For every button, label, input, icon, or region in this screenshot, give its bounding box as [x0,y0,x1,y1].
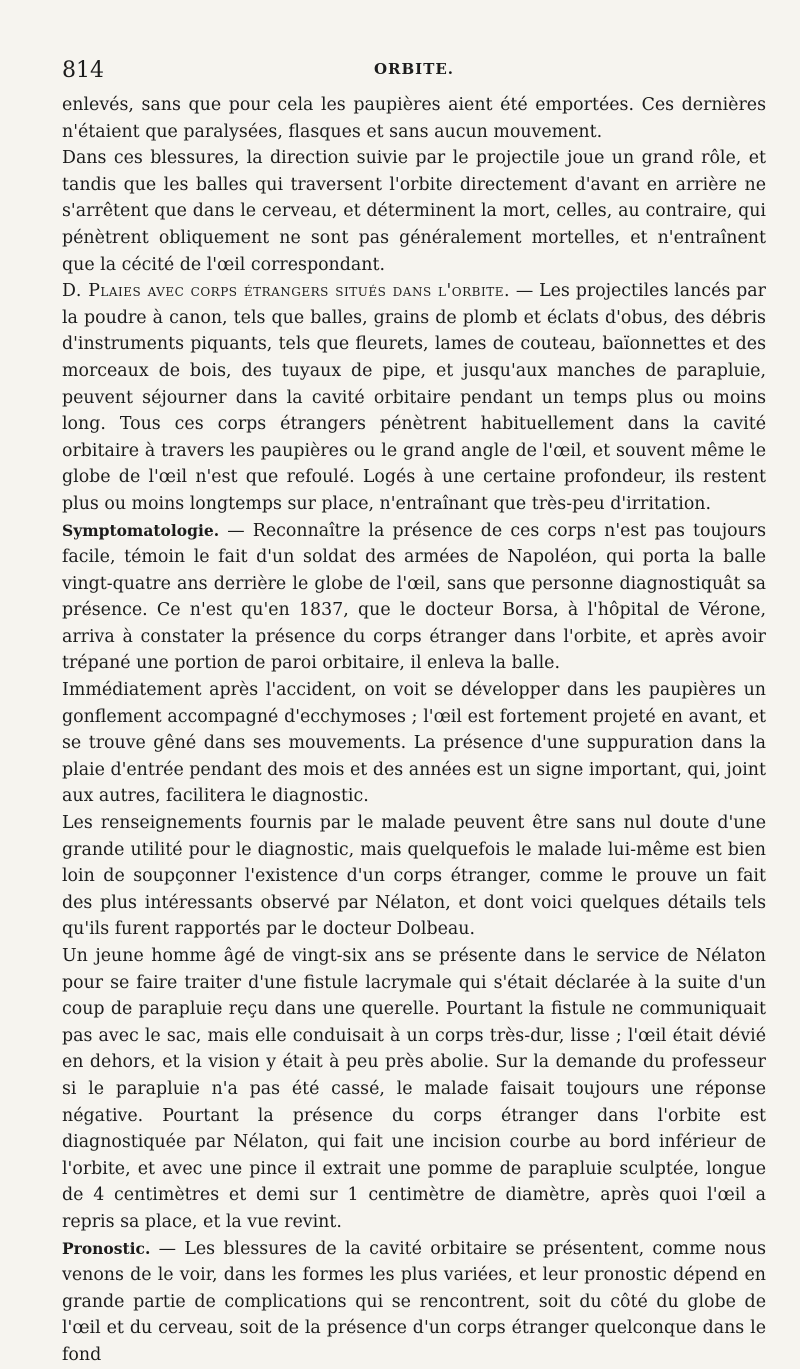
paragraph [62,145,766,278]
paragraph-text: — Les projectiles lancés par la poudre à canon, tels que balles, grains de plomb et éclats d'obus, des débris d'instruments piquants, tels que fleurets, lames de couteau, baïonnettes et des morceaux de bois, des tuyaux de pipe, et jusqu'aux manches de parapluie, peuvent séjourner dans la cavité orbitaire pendant un temps plus ou moins long. Tous ces corps étrangers pénètrent habituellement dans la cavité orbitaire à travers les paupières ou le grand angle de l'œil, et souvent même le globe de l'œil n'est que refoulé. Logés à une certaine profondeur, ils restent plus ou moins longtemps sur place, n'entraînant que très-peu d'irritation. [62,281,766,514]
section-heading: Pronostic. [62,1238,151,1258]
paragraph-text: Un jeune homme âgé de vingt-six ans se présente dans le service de Nélaton pour se faire traiter d'une fistule lacrymale qui s'était déclarée à la suite d'un coup de parapluie reçu dans une querelle. Pourtant la fistule ne communiquait pas avec le sac, mais elle conduisait à un corps très-dur, lisse ; l'œil était dévié en dehors, et la vision y était à peu près abolie. Sur la demande du professeur si le parapluie n'a pas été cassé, le malade faisait toujours une réponse négative. Pourtant la présence du corps étranger dans l'orbite est diagnostiquée par Nélaton, qui fait une incision courbe au bord inférieur de l'orbite, et avec une pince il extrait une pomme de parapluie sculptée, longue de 4 centimètres et demi sur 1 centimètre de diamètre, après quoi l'œil a repris sa place, et la vue revint. [62,946,766,1232]
paragraph-text: Dans ces blessures, la direction suivie par le projectile joue un grand rôle, et tandis que les balles qui traversent l'orbite directement d'avant en arrière ne s'arrêtent que dans le cerveau, et déterminent la mort, celles, au contraire, qui pénètrent obliquement ne sont pas généralement mortelles, et n'entraînent que la cécité de l'œil correspondant. [62,148,766,275]
section-heading: D. Plaies avec corps étrangers situés dans l'orbite. [62,281,510,302]
paragraph [62,518,766,678]
paragraph-text: Immédiatement après l'accident, on voit se développer dans les paupières un gonflement accompagné d'ecchymoses ; l'œil est fortement projeté en avant, et se trouve gêné dans ses mouvements. La présence d'une suppuration dans la plaie d'entrée pendant des mois et des années est un signe important, qui, joint aux autres, facilitera le diagnostic. [62,680,766,807]
running-title: ORBITE. [373,60,455,78]
page-number: 814 [62,58,104,83]
body-text [62,92,766,1369]
page-header [62,58,766,92]
paragraph-text: — Les blessures de la cavité orbitaire se présentent, comme nous venons de le voir, dans les formes les plus variées, et leur pronostic dépend en grande partie de complications qui se rencontrent, soit du côté du globe de l'œil et du cerveau, soit de la présence d'un corps étranger quelconque dans le fond [62,1238,766,1365]
paragraph [62,278,766,517]
paragraph-text: enlevés, sans que pour cela les paupières aient été emportées. Ces dernières n'étaient que paralysées, flasques et sans aucun mouvement. [62,95,766,142]
paragraph-text: — Reconnaître la présence de ces corps n'est pas toujours facile, témoin le fait d'un soldat des armées de Napoléon, qui porta la balle vingt-quatre ans derrière le globe de l'œil, sans que personne diagnostiquât sa présence. Ce n'est qu'en 1837, que le docteur Borsa, à l'hôpital de Vérone, arriva à constater la présence du corps étranger dans l'orbite, et après avoir trépané une portion de paroi orbitaire, il enleva la balle. [62,520,766,674]
paragraph [62,810,766,943]
paragraph-text: Les renseignements fournis par le malade peuvent être sans nul doute d'une grande utilité pour le diagnostic, mais quelquefois le malade lui-même est bien loin de soupçonner l'existence d'un corps étranger, comme le prouve un fait des plus intéressants observé par Nélaton, et dont voici quelques détails tels qu'ils furent rapportés par le docteur Dolbeau. [62,813,766,940]
section-heading: Symptomatologie. [62,520,220,540]
book-page [62,58,766,1369]
paragraph [62,943,766,1236]
paragraph [62,92,766,145]
paragraph [62,677,766,810]
paragraph [62,1236,766,1369]
